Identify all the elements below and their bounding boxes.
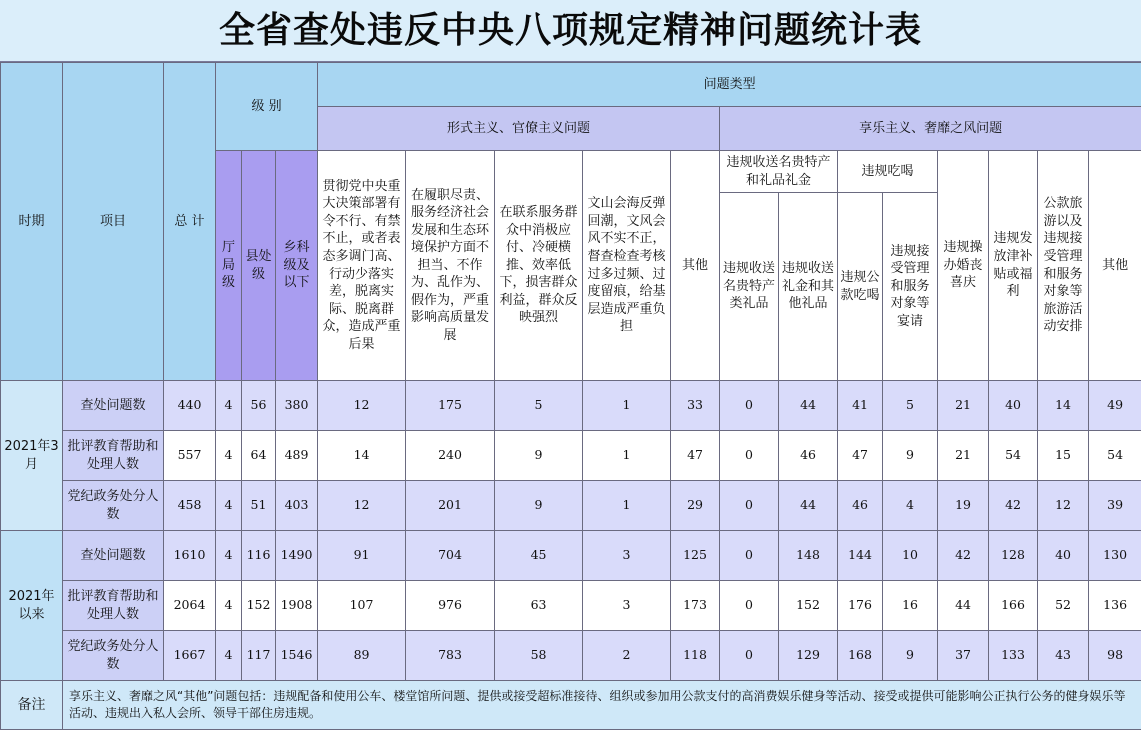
- data-cell: 117: [242, 631, 276, 681]
- data-cell: 176: [838, 581, 883, 631]
- data-cell: 0: [720, 531, 779, 581]
- data-cell: 49: [1089, 381, 1141, 431]
- eat-group-header: 违规吃喝: [838, 151, 938, 193]
- table-row: [1, 631, 1141, 681]
- data-cell: 51: [242, 481, 276, 531]
- data-cell: 46: [779, 431, 838, 481]
- data-cell: 0: [720, 581, 779, 631]
- data-cell: 21: [938, 381, 989, 431]
- data-cell: 166: [989, 581, 1038, 631]
- data-cell: 3: [583, 581, 671, 631]
- data-cell: 46: [838, 481, 883, 531]
- period-header: 时期: [1, 63, 63, 381]
- data-cell: 201: [406, 481, 495, 531]
- table-row: [1, 381, 1141, 431]
- data-cell: 12: [1038, 481, 1089, 531]
- data-cell: 1: [583, 431, 671, 481]
- row-item-label: 党纪政务处分人数: [63, 481, 164, 531]
- data-cell: 16: [883, 581, 938, 631]
- data-cell: 4: [216, 481, 242, 531]
- data-cell: 91: [318, 531, 406, 581]
- data-cell: 1546: [276, 631, 318, 681]
- data-cell: 489: [276, 431, 318, 481]
- formalism-col-4: 文山会海反弹回潮，文风会风不实不正，督查检查考核过多过频、过度留痕，给基层造成严重负担: [583, 151, 671, 381]
- data-cell: 12: [318, 481, 406, 531]
- data-cell: 1: [583, 381, 671, 431]
- table-row: [1, 581, 1141, 631]
- row-item-label: 批评教育帮助和处理人数: [63, 431, 164, 481]
- problem-type-header: 问题类型: [318, 63, 1141, 107]
- formalism-header: 形式主义、官僚主义问题: [318, 107, 720, 151]
- data-cell: 4: [216, 431, 242, 481]
- total-header: 总 计: [164, 63, 216, 381]
- data-cell: 380: [276, 381, 318, 431]
- data-cell: 2064: [164, 581, 216, 631]
- data-cell: 98: [1089, 631, 1141, 681]
- data-cell: 118: [671, 631, 720, 681]
- data-cell: 29: [671, 481, 720, 531]
- data-cell: 976: [406, 581, 495, 631]
- page-title: 全省查处违反中央八项规定精神问题统计表: [0, 0, 1141, 62]
- data-cell: 168: [838, 631, 883, 681]
- data-cell: 152: [242, 581, 276, 631]
- statistics-table: [0, 62, 1141, 730]
- data-cell: 44: [779, 381, 838, 431]
- data-cell: 0: [720, 381, 779, 431]
- data-cell: 128: [989, 531, 1038, 581]
- data-cell: 130: [1089, 531, 1141, 581]
- eat-col-banquet: 违规接受管理和服务对象等宴请: [883, 193, 938, 381]
- note-label: 备注: [1, 681, 63, 730]
- data-cell: 40: [1038, 531, 1089, 581]
- period-label: 2021年以来: [1, 531, 63, 681]
- data-cell: 175: [406, 381, 495, 431]
- hedonism-col-travel: 公款旅游以及违规接受管理和服务对象等旅游活动安排: [1038, 151, 1089, 381]
- data-cell: 45: [495, 531, 583, 581]
- data-cell: 9: [495, 431, 583, 481]
- level-header: 级 别: [216, 63, 318, 151]
- data-cell: 0: [720, 631, 779, 681]
- row-item-label: 批评教育帮助和处理人数: [63, 581, 164, 631]
- data-cell: 41: [838, 381, 883, 431]
- data-cell: 440: [164, 381, 216, 431]
- data-cell: 173: [671, 581, 720, 631]
- data-cell: 152: [779, 581, 838, 631]
- data-cell: 9: [883, 631, 938, 681]
- data-cell: 783: [406, 631, 495, 681]
- data-cell: 54: [1089, 431, 1141, 481]
- level-col-xian: 县处级: [242, 151, 276, 381]
- data-cell: 144: [838, 531, 883, 581]
- formalism-col-2: 在履职尽责、服务经济社会发展和生态环境保护方面不担当、不作为、乱作为、假作为，严重影响高质量发展: [406, 151, 495, 381]
- data-cell: 14: [1038, 381, 1089, 431]
- data-cell: 47: [671, 431, 720, 481]
- data-cell: 52: [1038, 581, 1089, 631]
- level-col-xiang: 乡科级及以下: [276, 151, 318, 381]
- hedonism-col-allowance: 违规发放津补贴或福利: [989, 151, 1038, 381]
- data-cell: 125: [671, 531, 720, 581]
- data-cell: 15: [1038, 431, 1089, 481]
- table-row: [1, 531, 1141, 581]
- data-cell: 1490: [276, 531, 318, 581]
- data-cell: 1610: [164, 531, 216, 581]
- data-cell: 39: [1089, 481, 1141, 531]
- data-cell: 42: [938, 531, 989, 581]
- data-cell: 44: [938, 581, 989, 631]
- data-cell: 557: [164, 431, 216, 481]
- data-cell: 4: [216, 531, 242, 581]
- data-cell: 107: [318, 581, 406, 631]
- data-cell: 5: [495, 381, 583, 431]
- table-row: [1, 431, 1141, 481]
- period-label: 2021年3月: [1, 381, 63, 531]
- gift-col-cash: 违规收送礼金和其他礼品: [779, 193, 838, 381]
- formalism-col-other: 其他: [671, 151, 720, 381]
- data-cell: 19: [938, 481, 989, 531]
- data-cell: 4: [216, 381, 242, 431]
- data-cell: 10: [883, 531, 938, 581]
- data-cell: 1908: [276, 581, 318, 631]
- data-cell: 129: [779, 631, 838, 681]
- formalism-col-3: 在联系服务群众中消极应付、冷硬横推、效率低下，损害群众利益，群众反映强烈: [495, 151, 583, 381]
- data-cell: 9: [883, 431, 938, 481]
- data-cell: 2: [583, 631, 671, 681]
- hedonism-col-wedding: 违规操办婚丧喜庆: [938, 151, 989, 381]
- row-item-label: 查处问题数: [63, 381, 164, 431]
- table-body: [1, 381, 1141, 681]
- level-col-ting: 厅局级: [216, 151, 242, 381]
- data-cell: 42: [989, 481, 1038, 531]
- data-cell: 0: [720, 431, 779, 481]
- data-cell: 0: [720, 481, 779, 531]
- data-cell: 403: [276, 481, 318, 531]
- row-item-label: 查处问题数: [63, 531, 164, 581]
- data-cell: 54: [989, 431, 1038, 481]
- data-cell: 136: [1089, 581, 1141, 631]
- data-cell: 133: [989, 631, 1038, 681]
- data-cell: 1667: [164, 631, 216, 681]
- data-cell: 4: [216, 631, 242, 681]
- data-cell: 58: [495, 631, 583, 681]
- data-cell: 64: [242, 431, 276, 481]
- data-cell: 240: [406, 431, 495, 481]
- data-cell: 63: [495, 581, 583, 631]
- data-cell: 47: [838, 431, 883, 481]
- item-header: 项目: [63, 63, 164, 381]
- data-cell: 12: [318, 381, 406, 431]
- data-cell: 21: [938, 431, 989, 481]
- data-cell: 4: [216, 581, 242, 631]
- data-cell: 89: [318, 631, 406, 681]
- data-cell: 704: [406, 531, 495, 581]
- data-cell: 3: [583, 531, 671, 581]
- data-cell: 37: [938, 631, 989, 681]
- data-cell: 148: [779, 531, 838, 581]
- data-cell: 9: [495, 481, 583, 531]
- data-cell: 44: [779, 481, 838, 531]
- gift-group-header: 违规收送名贵特产和礼品礼金: [720, 151, 838, 193]
- data-cell: 14: [318, 431, 406, 481]
- note-text: 享乐主义、奢靡之风“其他”问题包括：违规配备和使用公车、楼堂馆所问题、提供或接受超标准接待、组织或参加用公款支付的高消费娱乐健身等活动、接受或提供可能影响公正执行公务的健身娱乐等活动、违规出入私人会所、领导干部住房违规。: [63, 681, 1141, 730]
- data-cell: 458: [164, 481, 216, 531]
- data-cell: 1: [583, 481, 671, 531]
- hedonism-header: 享乐主义、奢靡之风问题: [720, 107, 1141, 151]
- data-cell: 4: [883, 481, 938, 531]
- data-cell: 40: [989, 381, 1038, 431]
- row-item-label: 党纪政务处分人数: [63, 631, 164, 681]
- hedonism-col-other: 其他: [1089, 151, 1141, 381]
- data-cell: 56: [242, 381, 276, 431]
- gift-col-specialty: 违规收送名贵特产类礼品: [720, 193, 779, 381]
- data-cell: 5: [883, 381, 938, 431]
- eat-col-public: 违规公款吃喝: [838, 193, 883, 381]
- data-cell: 116: [242, 531, 276, 581]
- table-row: [1, 481, 1141, 531]
- data-cell: 43: [1038, 631, 1089, 681]
- data-cell: 33: [671, 381, 720, 431]
- formalism-col-1: 贯彻党中央重大决策部署有令不行、有禁不止，或者表态多调门高、行动少落实差，脱离实际、脱离群众，造成严重后果: [318, 151, 406, 381]
